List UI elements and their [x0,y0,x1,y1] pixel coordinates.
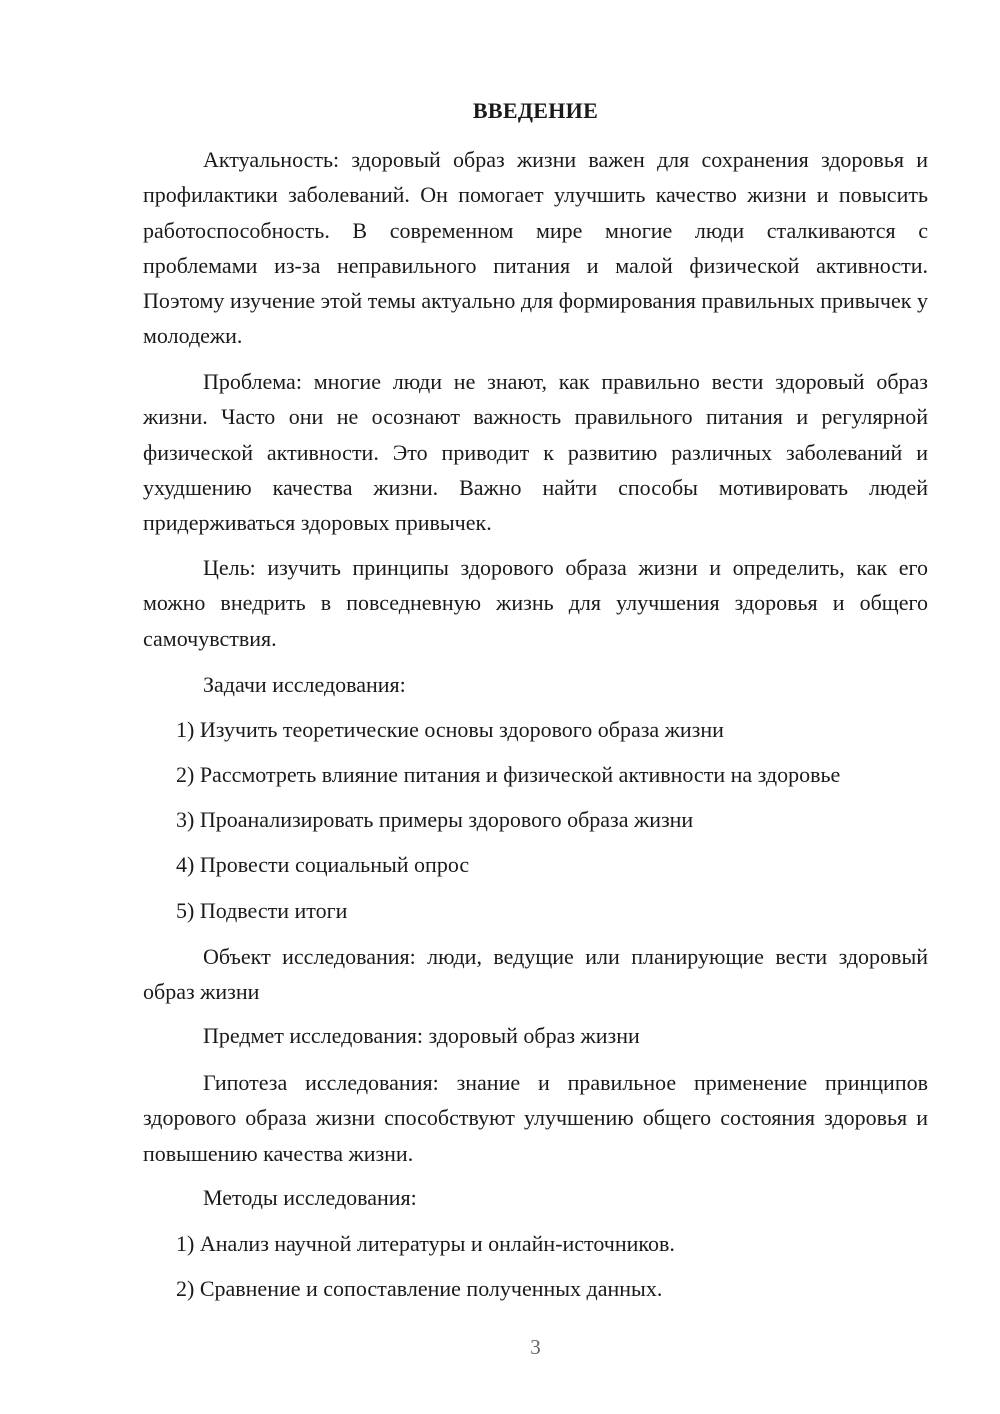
page-number: 3 [530,1335,541,1359]
object-paragraph: Объект исследования: люди, ведущие или планирующие вести здоровый образ жизни [143,944,928,1005]
task-item: 5) Подвести итоги [176,898,348,923]
method-item: 1) Анализ научной литературы и онлайн-источников. [176,1231,675,1256]
goal-paragraph: Цель: изучить принципы здорового образа жизни и определить, как его можно внедрить в повседневную жизнь для улучшения здоровья и общего самочувствия. [143,555,928,651]
tasks-heading: Задачи исследования: [203,672,406,697]
method-item: 2) Сравнение и сопоставление полученных данных. [176,1276,663,1301]
methods-heading: Методы исследования: [203,1185,417,1210]
subject-line: Предмет исследования: здоровый образ жизни [203,1023,640,1048]
task-item: 2) Рассмотреть влияние питания и физической активности на здоровье [176,762,841,787]
task-item: 1) Изучить теоретические основы здорового образа жизни [176,717,724,742]
hypothesis-paragraph: Гипотеза исследования: знание и правильное применение принципов здорового образа жизни способствуют улучшению общего состояния здоровья и повышению качества жизни. [143,1070,928,1166]
task-item: 3) Проанализировать примеры здорового образа жизни [176,807,694,832]
relevance-paragraph: Актуальность: здоровый образ жизни важен для сохранения здоровья и профилактики заболеваний. Он помогает улучшить качество жизни и повысить работоспособность. В современном мире многие люди сталкиваются с проблемами из-за неправильного питания и малой физической активности. Поэтому изучение этой темы актуально для формирования правильных привычек у молодежи. [143,147,928,349]
problem-paragraph: Проблема: многие люди не знают, как правильно вести здоровый образ жизни. Часто они не осознают важность правильного питания и регулярной физической активности. Это приводит к развитию различных заболеваний и ухудшению качества жизни. Важно найти способы мотивировать людей придерживаться здоровых привычек. [143,369,928,536]
section-heading: ВВЕДЕНИЕ [472,98,599,123]
task-item: 4) Провести социальный опрос [176,852,470,877]
